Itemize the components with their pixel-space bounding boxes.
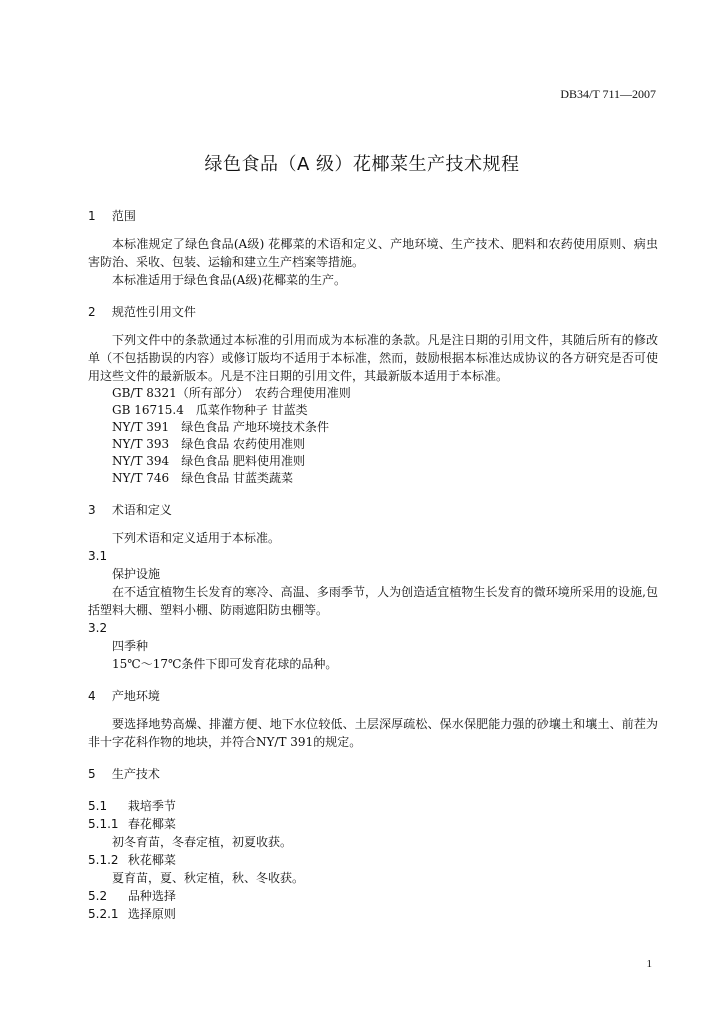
section-title: 规范性引用文件: [111, 305, 196, 319]
section-title: 选择原则: [127, 907, 176, 921]
section-number: 2: [88, 305, 96, 319]
document-title: 绿色食品（A 级）花椰菜生产技术规程: [204, 154, 520, 175]
term-name: 保护设施: [112, 567, 161, 581]
section-1-heading: [88, 207, 658, 225]
section-5-heading: [88, 765, 658, 783]
paragraph: 夏育苗，夏、秋定植，秋、冬收获。: [112, 871, 305, 885]
paragraph: 下列文件中的条款通过本标准的引用而成为本标准的条款。凡是注日期的引用文件，其随后所有的修改单（不包括勘误的内容）或修订版均不适用于本标准，然而，鼓励根据本标准达成协议的各方研究是否可使用这些文件的最新版本。凡是不注日期的引用文件，其最新版本适用于本标准。: [88, 333, 658, 383]
section-3-heading: [88, 501, 658, 519]
term-name: 四季种: [112, 639, 149, 653]
section-number: 1: [88, 209, 96, 223]
paragraph: 下列术语和定义适用于本标准。: [112, 531, 281, 545]
section-4-heading: [88, 687, 658, 705]
subsection-5-1-1-heading: [88, 815, 658, 833]
section-title: 范围: [111, 209, 136, 223]
standard-code: DB34/T 711—2007: [560, 87, 656, 101]
section-title: 秋花椰菜: [127, 853, 176, 867]
term-number: 3.1: [88, 549, 108, 563]
section-number: 5: [88, 767, 96, 781]
section-title: 品种选择: [127, 889, 176, 903]
paragraph: 本标准规定了绿色食品(A级) 花椰菜的术语和定义、产地环境、生产技术、肥料和农药使用原则、病虫害防治、采收、包装、运输和建立生产档案等措施。: [88, 237, 658, 269]
section-number: 5.1.1: [88, 817, 119, 831]
section-title: 栽培季节: [127, 799, 176, 813]
document-body: [88, 207, 658, 923]
section-title: 产地环境: [111, 689, 160, 703]
reference-item: GB/T 8321（所有部分） 农药合理使用准则: [112, 386, 351, 400]
reference-item: NY/T 746 绿色食品 甘蓝类蔬菜: [112, 471, 294, 485]
reference-item: NY/T 391 绿色食品 产地环境技术条件: [112, 420, 330, 434]
subsection-5-1-2-heading: [88, 851, 658, 869]
section-number: 5.1: [88, 799, 108, 813]
section-number: 3: [88, 503, 96, 517]
page-number: 1: [646, 958, 652, 970]
section-2-heading: [88, 303, 658, 321]
reference-item: NY/T 394 绿色食品 肥料使用准则: [112, 454, 306, 468]
subsection-5-1-heading: [88, 797, 658, 815]
subsection-5-2-heading: [88, 887, 658, 905]
term-number: 3.2: [88, 621, 108, 635]
reference-item: NY/T 393 绿色食品 农药使用准则: [112, 437, 306, 451]
reference-item: GB 16715.4 瓜菜作物种子 甘蓝类: [112, 403, 308, 417]
term-definition: 15℃～17℃条件下即可发育花球的品种。: [112, 657, 338, 671]
term-definition: 在不适宜植物生长发育的寒冷、高温、多雨季节，人为创造适宜植物生长发育的微环境所采用的设施,包括塑料大棚、塑料小棚、防雨遮阳防虫棚等。: [88, 585, 658, 617]
subsection-5-2-1-heading: [88, 905, 658, 923]
section-number: 5.2.1: [88, 907, 119, 921]
paragraph: 要选择地势高燥、排灌方便、地下水位较低、土层深厚疏松、保水保肥能力强的砂壤土和壤土、前茬为非十字花科作物的地块，并符合NY/T 391的规定。: [88, 717, 658, 749]
paragraph: 初冬育苗，冬春定植，初夏收获。: [112, 835, 293, 849]
section-number: 4: [88, 689, 96, 703]
section-number: 5.1.2: [88, 853, 119, 867]
paragraph: 本标准适用于绿色食品(A级)花椰菜的生产。: [112, 273, 347, 287]
section-title: 春花椰菜: [127, 817, 176, 831]
section-title: 术语和定义: [111, 503, 172, 517]
section-number: 5.2: [88, 889, 108, 903]
section-title: 生产技术: [111, 767, 160, 781]
